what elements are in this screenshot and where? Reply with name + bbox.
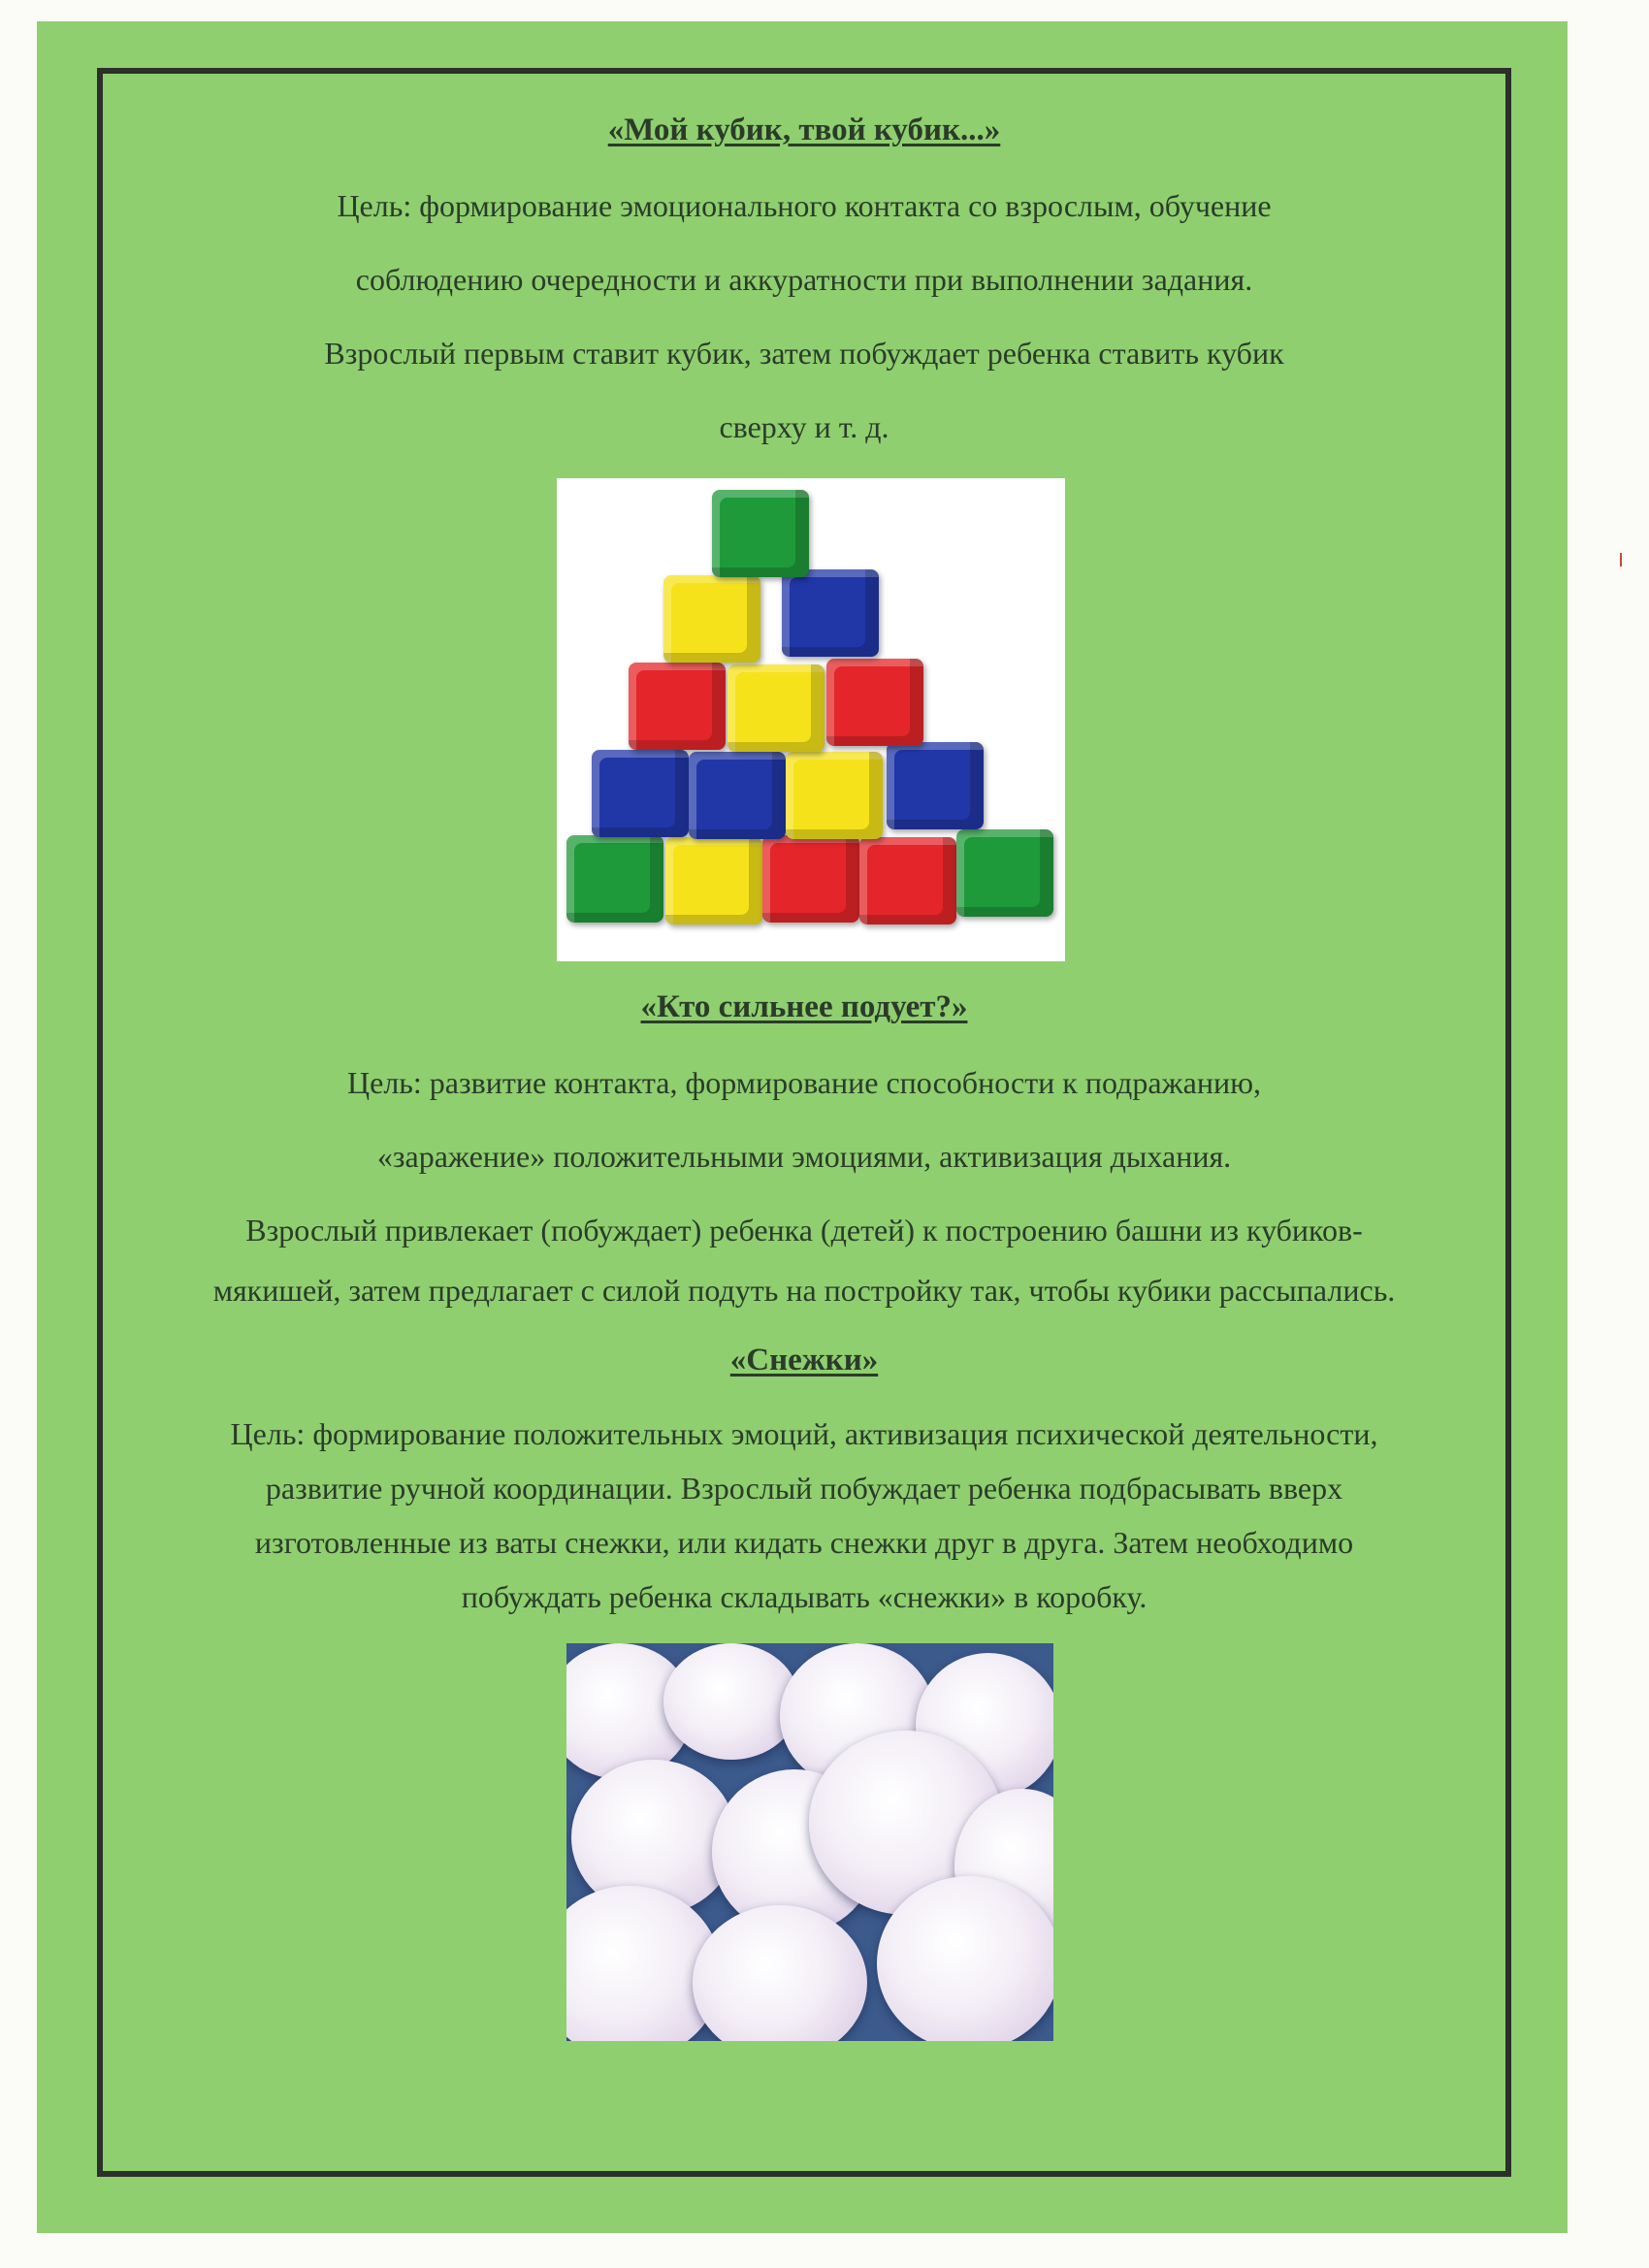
page-frame bbox=[97, 68, 1511, 2177]
cube bbox=[663, 575, 760, 663]
section3-line-4: побуждать ребенка складывать «снежки» в коробку. bbox=[461, 1579, 1148, 1614]
section3-title: «Снежки» bbox=[729, 1343, 879, 1377]
section3-line-2: развитие ручной координации. Взрослый побуждает ребенка подбрасывать вверх bbox=[265, 1471, 1343, 1506]
cube bbox=[665, 837, 762, 924]
cube bbox=[826, 659, 923, 746]
cube bbox=[859, 837, 956, 924]
page-sheet bbox=[37, 21, 1568, 2233]
section2-line-1: Цель: развитие контакта, формирование способности к подражанию, bbox=[347, 1065, 1261, 1100]
section3-line-1: Цель: формирование положительных эмоций, активизация психической деятельности, bbox=[230, 1416, 1378, 1451]
section2-line-3: Взрослый привлекает (побуждает) ребенка (детей) к построению башни из кубиков- bbox=[245, 1213, 1363, 1247]
cube bbox=[712, 490, 809, 577]
section1-line-3: Взрослый первым ставит кубик, затем побуждает ребенка ставить кубик bbox=[324, 336, 1284, 371]
snowball bbox=[877, 1876, 1053, 2041]
cube bbox=[566, 835, 663, 923]
cube bbox=[592, 750, 689, 837]
cube bbox=[887, 742, 984, 829]
cube bbox=[689, 752, 786, 839]
cube bbox=[762, 835, 859, 923]
cube bbox=[629, 663, 726, 750]
section2-title: «Кто сильнее подует?» bbox=[640, 989, 968, 1024]
cube bbox=[728, 664, 824, 752]
snowball bbox=[663, 1643, 799, 1760]
snowball bbox=[693, 1905, 867, 2041]
snowballs-photo bbox=[566, 1643, 1053, 2041]
margin-mark bbox=[1620, 553, 1622, 567]
cube-pyramid-photo bbox=[557, 478, 1065, 961]
cube bbox=[782, 569, 879, 657]
section2-line-2: «заражение» положительными эмоциями, активизация дыхания. bbox=[376, 1139, 1232, 1174]
section1-title: «Мой кубик, твой кубик...» bbox=[607, 113, 1001, 147]
section1-line-1: Цель: формирование эмоционального контакта со взрослым, обучение bbox=[337, 188, 1272, 223]
section3-line-3: изготовленные из ваты снежки, или кидать снежки друг в друга. Затем необходимо bbox=[254, 1525, 1354, 1560]
cube bbox=[786, 752, 883, 839]
section1-line-4: сверху и т. д. bbox=[719, 409, 889, 444]
section1-line-2: соблюдению очередности и аккуратности при выполнении задания. bbox=[355, 262, 1253, 297]
cube bbox=[956, 829, 1053, 917]
section2-line-4: мякишей, затем предлагает с силой подуть на постройку так, чтобы кубики рассыпались. bbox=[212, 1273, 1396, 1308]
